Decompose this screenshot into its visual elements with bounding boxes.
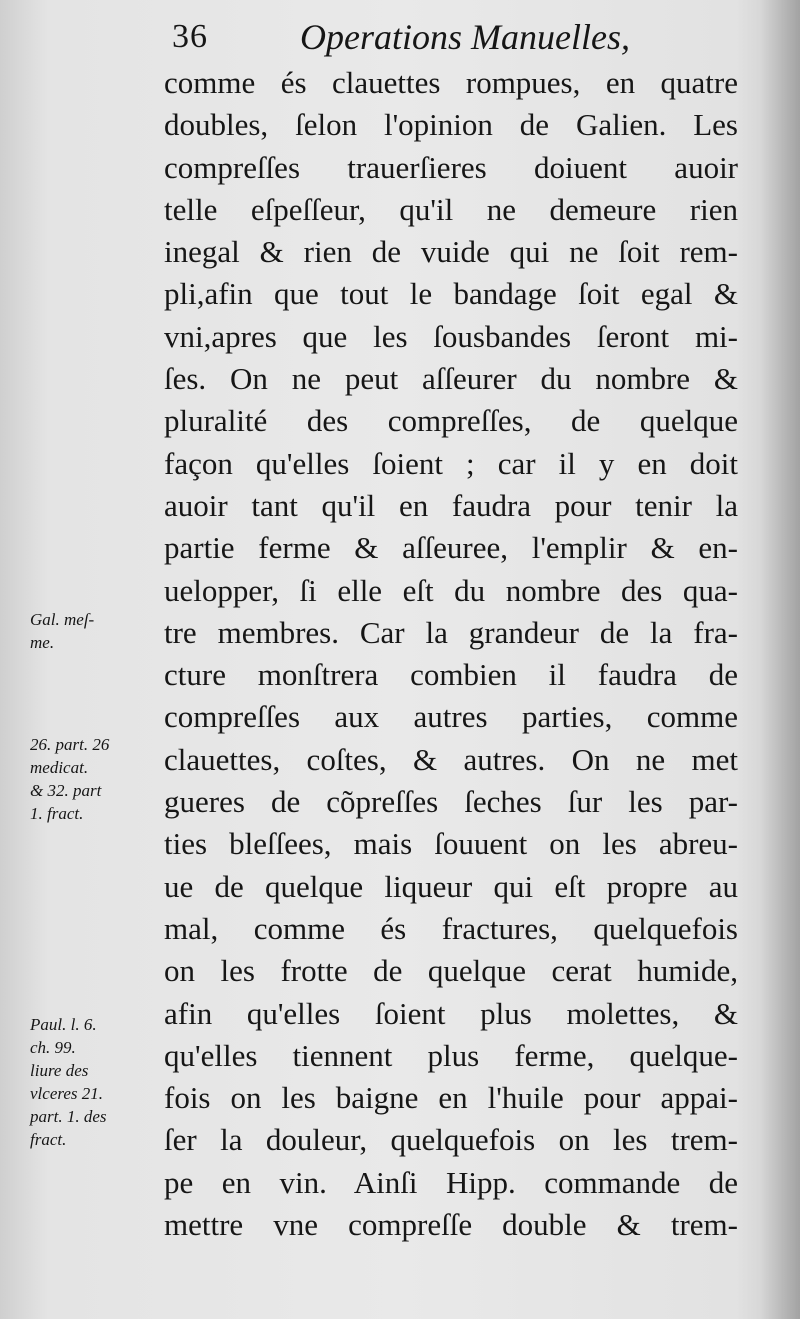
text-line: pli,afin que tout le bandage ſoit egal & xyxy=(164,276,738,312)
text-line: pluralité des compreſſes, de quelque xyxy=(164,403,738,439)
text-line: fois on les baigne en l'huile pour appai- xyxy=(164,1080,738,1116)
margin-note-line: & 32. part xyxy=(30,781,102,800)
margin-note-line: Paul. l. 6. xyxy=(30,1015,97,1034)
page-edge-shadow xyxy=(760,0,800,1319)
text-line: pe en vin. Ainſi Hipp. commande de xyxy=(164,1164,738,1200)
page-number: 36 xyxy=(172,18,208,55)
text-line: inegal & rien de vuide qui ne ſoit rem- xyxy=(164,234,738,270)
margin-note-galen xyxy=(30,608,160,654)
text-line: ties bleſſees, mais ſouuent on les abreu- xyxy=(164,826,738,862)
margin-note-line: fract. xyxy=(30,1130,67,1149)
text-line: telle eſpeſſeur, qu'il ne demeure rien xyxy=(164,191,738,227)
running-title: Operations Manuelles, xyxy=(300,17,630,57)
text-line: mal, comme és fractures, quelquefois xyxy=(164,910,738,946)
margin-note-line: part. 1. des xyxy=(30,1107,107,1126)
text-line: cture monſtrera combien il faudra de xyxy=(164,657,738,693)
text-line: tre membres. Car la grandeur de la fra- xyxy=(164,614,738,650)
text-line: ſer la douleur, quelquefois on les trem- xyxy=(164,1122,738,1158)
text-line: gueres de cõpreſſes ſeches ſur les par- xyxy=(164,784,738,820)
text-line: partie ferme & aſſeuree, l'emplir & en- xyxy=(164,530,738,566)
margin-note-line: 26. part. 26 xyxy=(30,735,110,754)
text-line: vni,apres que les ſousbandes ſeront mi- xyxy=(164,318,738,354)
text-line: clauettes, coſtes, & autres. On ne met xyxy=(164,741,738,777)
text-line: façon qu'elles ſoient ; car il y en doit xyxy=(164,445,738,481)
text-line: mettre vne compreſſe double & trem- xyxy=(164,1207,738,1243)
margin-note-line: me. xyxy=(30,633,55,652)
text-line: ue de quelque liqueur qui eſt propre au xyxy=(164,868,738,904)
margin-note-line: ch. 99. xyxy=(30,1038,76,1057)
text-line: compreſſes trauerſieres doiuent auoir xyxy=(164,149,738,185)
text-line: comme és clauettes rompues, en quatre xyxy=(164,65,738,100)
margin-note-paul xyxy=(30,1013,160,1151)
margin-note-line: liure des xyxy=(30,1061,89,1080)
margin-note-line: vlceres 21. xyxy=(30,1084,104,1103)
margin-note-line: Gal. meſ- xyxy=(30,610,95,629)
page-header xyxy=(172,10,732,68)
margin-note-line: medicat. xyxy=(30,758,89,777)
text-line: uelopper, ſi elle eſt du nombre des qua- xyxy=(164,572,738,608)
body-text xyxy=(164,62,738,1246)
text-line: on les frotte de quelque cerat humide, xyxy=(164,953,738,989)
margin-note-line: 1. fract. xyxy=(30,804,84,823)
margin-note-reference xyxy=(30,733,160,825)
text-line: afin qu'elles ſoient plus molettes, & xyxy=(164,995,738,1031)
text-line: compreſſes aux autres parties, comme xyxy=(164,699,738,735)
text-line: qu'elles tiennent plus ferme, quelque- xyxy=(164,1037,738,1073)
text-line: doubles, ſelon l'opinion de Galien. Les xyxy=(164,107,738,143)
text-line: ſes. On ne peut aſſeurer du nombre & xyxy=(164,361,738,397)
text-line: auoir tant qu'il en faudra pour tenir la xyxy=(164,487,738,523)
